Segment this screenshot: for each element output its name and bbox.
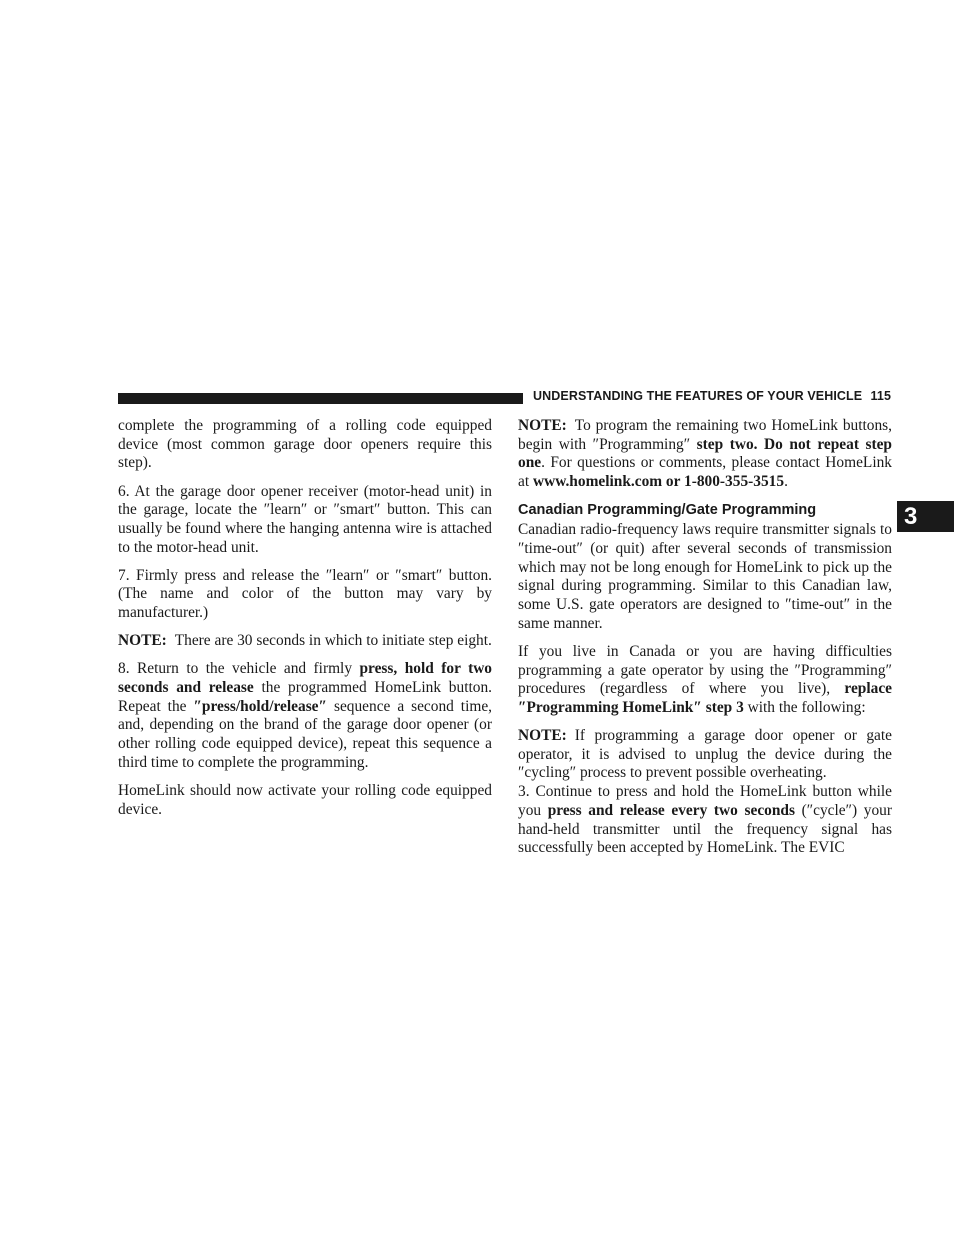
chapter-tab: 3 [897,501,954,532]
contact-link-text: www.homelink.com or 1-800-355-3515 [532,473,785,491]
paragraph: Canadian radio-frequency laws require transmitter signals to ″time-out″ (or quit) after several seconds of transmission which may not be long enough for HomeLink to pick up the signal during programming. Similar to this Canadian law, some U.S. gate operators are designed to ″time-out″ in the same manner. [518,521,892,632]
step-3 [518,783,892,858]
bold-run: press and release every two seconds [547,801,795,819]
note-label: NOTE: [518,417,567,434]
bold-run: replace ″Programming HomeLink″ step 3 [518,680,892,716]
bold-run: press, hold for two seconds and release [118,660,493,696]
paragraph: complete the programming of a rolling code equipped device (most common garage door openers require this step). [118,417,492,472]
note-label: NOTE: [118,632,167,650]
bold-run: ″press/hold/release″ [193,697,328,715]
left-column [118,417,492,829]
note-text: If programming a garage door opener or gate operator, it is advised to unplug the device during the ″cycling″ process to prevent possible overheating. [518,727,892,782]
paragraph: HomeLink should now activate your rolling code equipped device. [118,781,492,818]
text-run: sequence a second time, and, depending on the brand of the garage door opener (or other rolling code equipped device), repeat this sequence a third time to complete the programming. [118,697,492,771]
text-run: . [784,473,788,491]
step-8 [118,660,492,772]
text-run: (″cycle″) your hand-held transmitter until the frequency signal has successfully been accepted by HomeLink. The EVIC [518,801,892,857]
text-run: . For questions or comments, please contact HomeLink at [518,454,892,491]
text-run: with the following: [743,698,866,716]
header-rule [118,393,523,404]
note [518,417,892,492]
running-header [533,389,891,407]
text-run: 3. Continue to press and hold the HomeLink button while you [518,783,892,819]
text-run: To program the remaining two HomeLink buttons, begin with ″Programming″ [518,417,892,453]
right-column [518,417,892,867]
note-label: NOTE: [518,727,567,745]
page-number: 115 [870,389,891,403]
note-text: There are 30 seconds in which to initiate step eight. [174,632,492,650]
section-title: UNDERSTANDING THE FEATURES OF YOUR VEHICLE [533,389,863,403]
section-heading: Canadian Programming/Gate Programming [518,502,817,519]
note [518,727,892,783]
step-6: 6. At the garage door opener receiver (motor-head unit) in the garage, locate the ″learn″ or ″smart″ button. This can usually be found where the hanging antenna wire is attached to the motor-head unit. [118,482,492,556]
text-run: 8. Return to the vehicle and firmly [118,660,360,678]
text-run: the programmed HomeLink button. Repeat the [118,679,492,715]
text-run: If you live in Canada or you are having difficulties programming a gate operator by using the ″Programming″ procedures (regardless of where you live), [518,642,892,698]
note [118,632,492,651]
bold-run: step two. Do not repeat step one [518,435,892,472]
step-7: 7. Firmly press and release the ″learn″ or ″smart″ button. (The name and color of the button may vary by manufacturer.) [118,566,492,622]
paragraph [518,643,892,718]
